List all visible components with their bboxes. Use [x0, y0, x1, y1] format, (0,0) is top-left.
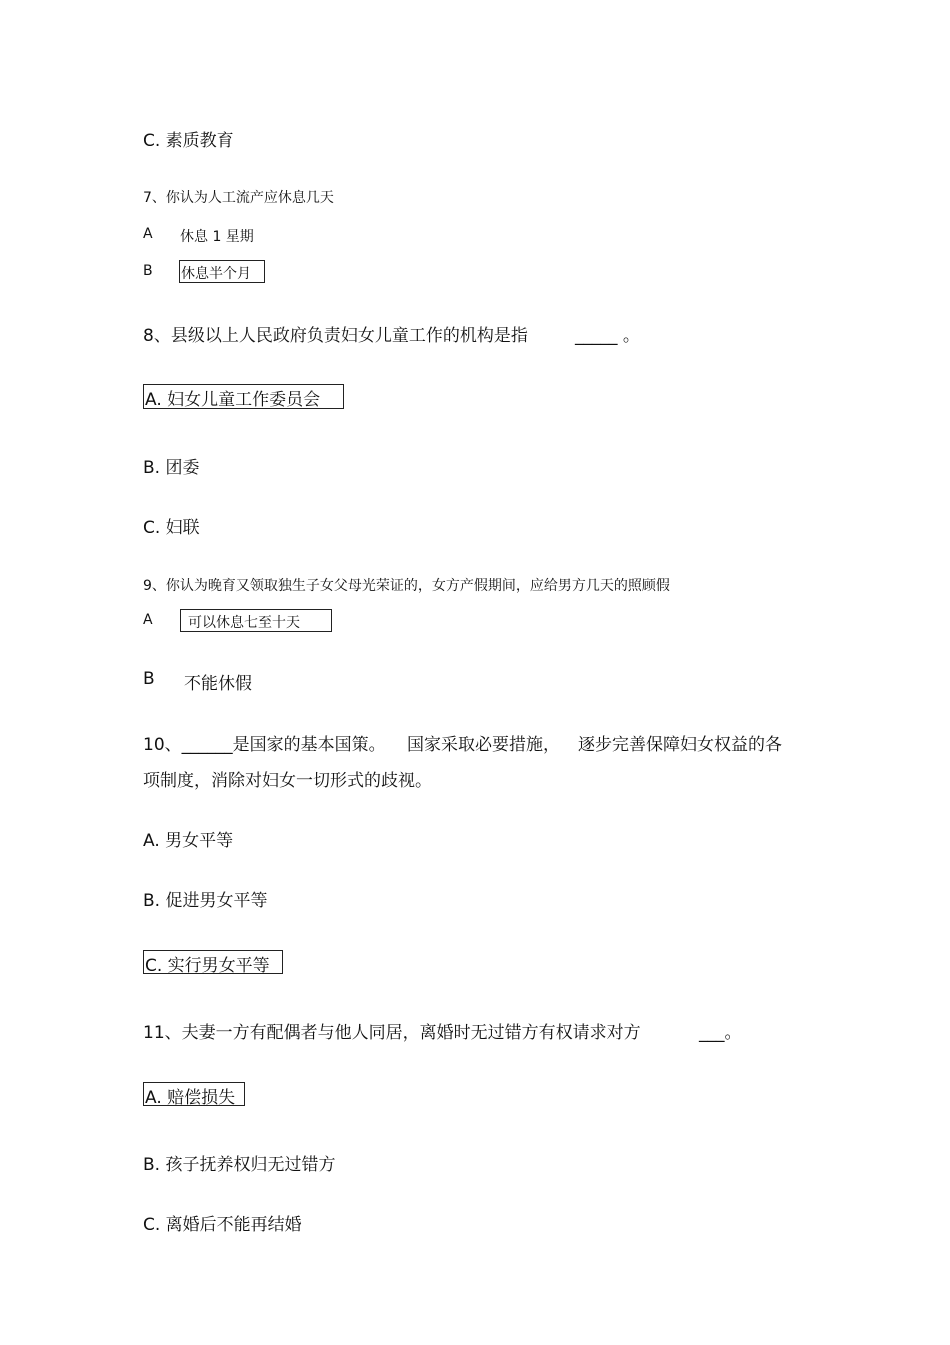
question-8-blank: _____ 。 [575, 326, 640, 346]
option-q11-a: A. 赔偿损失 [145, 1088, 236, 1108]
option-q9-a-letter: A [143, 612, 153, 628]
option-q11-b: B. 孩子抚养权归无过错方 [143, 1155, 336, 1175]
option-q9-b-letter: B [143, 669, 155, 689]
option-q8-b: B. 团委 [143, 458, 200, 478]
option-q8-c: C. 妇联 [143, 518, 200, 538]
option-q7-b-text: 休息半个月 [181, 266, 251, 282]
question-10-line1-a: 10、______是国家的基本国策。 [143, 735, 386, 755]
question-7: 7、你认为人工流产应休息几天 [143, 190, 334, 206]
option-q6-c: C. 素质教育 [143, 131, 234, 151]
option-q10-c: C. 实行男女平等 [145, 956, 270, 976]
question-9: 9、你认为晚育又领取独生子女父母光荣证的，女方产假期间，应给男方几天的照顾假 [143, 578, 670, 594]
option-q7-a-letter: A [143, 226, 153, 242]
option-q8-a: A. 妇女儿童工作委员会 [145, 390, 321, 410]
option-q10-b: B. 促进男女平等 [143, 891, 268, 911]
option-q11-c: C. 离婚后不能再结婚 [143, 1215, 302, 1235]
option-q10-a: A. 男女平等 [143, 831, 234, 851]
option-q9-a-text: 可以休息七至十天 [188, 615, 300, 631]
question-10-line1-c: 逐步完善保障妇女权益的各 [578, 735, 782, 755]
option-q7-b-letter: B [143, 263, 153, 279]
option-q7-a-text: 休息 1 星期 [180, 229, 254, 245]
question-11: 11、夫妻一方有配偶者与他人同居，离婚时无过错方有权请求对方 [143, 1023, 641, 1043]
question-11-blank: ___。 [699, 1023, 742, 1043]
question-8: 8、县级以上人民政府负责妇女儿童工作的机构是指 [143, 326, 528, 346]
question-10-line2: 项制度，消除对妇女一切形式的歧视。 [143, 771, 432, 791]
option-q9-b-text: 不能休假 [184, 674, 252, 694]
question-10-line1-b: 国家采取必要措施， [407, 735, 560, 755]
